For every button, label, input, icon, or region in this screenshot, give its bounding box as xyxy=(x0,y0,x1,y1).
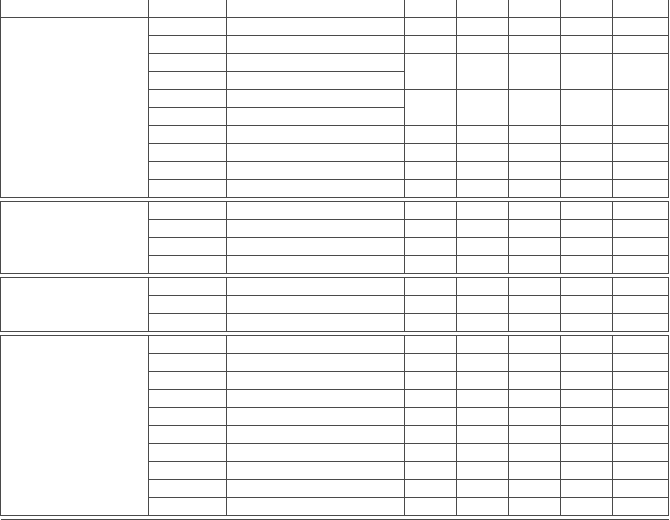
politics-score xyxy=(405,372,457,390)
politics-score xyxy=(405,238,457,256)
politics-score xyxy=(405,220,457,238)
total-score xyxy=(613,54,669,90)
group-separator xyxy=(1,516,669,520)
subject-1-score xyxy=(509,220,561,238)
politics-score xyxy=(405,278,457,296)
politics-score xyxy=(405,0,457,18)
subject-2-score xyxy=(561,390,613,408)
major-code xyxy=(149,498,227,516)
subject-2-score xyxy=(561,480,613,498)
foreign-language-score xyxy=(457,126,509,144)
major-name xyxy=(227,354,405,372)
subject-2-score xyxy=(561,296,613,314)
subject-1-score xyxy=(509,202,561,220)
major-code xyxy=(149,462,227,480)
subject-1-score xyxy=(509,336,561,354)
subject-2-score xyxy=(561,126,613,144)
politics-score xyxy=(405,180,457,198)
major-name xyxy=(227,390,405,408)
subject-2-score xyxy=(561,314,613,332)
total-score xyxy=(613,354,669,372)
subject-2-score xyxy=(561,426,613,444)
major-name xyxy=(227,36,405,54)
foreign-language-score xyxy=(457,162,509,180)
major-name xyxy=(227,126,405,144)
total-score xyxy=(613,220,669,238)
subject-1-score xyxy=(509,238,561,256)
major-code xyxy=(149,296,227,314)
major-code xyxy=(149,408,227,426)
major-code xyxy=(149,372,227,390)
subject-1-score xyxy=(509,462,561,480)
subject-2-score xyxy=(561,220,613,238)
politics-score xyxy=(405,314,457,332)
major-code xyxy=(149,390,227,408)
total-score xyxy=(613,238,669,256)
major-code xyxy=(149,126,227,144)
college-name xyxy=(1,18,149,198)
politics-score xyxy=(405,18,457,36)
major-code xyxy=(149,18,227,36)
subject-2-score xyxy=(561,498,613,516)
total-score xyxy=(613,36,669,54)
major-name xyxy=(227,72,405,90)
foreign-language-score xyxy=(457,372,509,390)
major-code xyxy=(149,238,227,256)
major-code xyxy=(149,36,227,54)
major-name xyxy=(227,278,405,296)
foreign-language-score xyxy=(457,498,509,516)
foreign-language-score xyxy=(457,336,509,354)
major-name xyxy=(227,144,405,162)
major-code xyxy=(149,314,227,332)
subject-2-score xyxy=(561,202,613,220)
foreign-language-score xyxy=(457,18,509,36)
foreign-language-score xyxy=(457,278,509,296)
subject-2-score xyxy=(561,462,613,480)
foreign-language-score xyxy=(457,144,509,162)
politics-score xyxy=(405,480,457,498)
politics-score xyxy=(405,408,457,426)
college-name xyxy=(1,336,149,516)
major-name xyxy=(227,18,405,36)
major-code xyxy=(149,162,227,180)
politics-score xyxy=(405,444,457,462)
subject-2-score xyxy=(561,336,613,354)
total-score xyxy=(613,444,669,462)
foreign-language-score xyxy=(457,220,509,238)
total-score xyxy=(613,390,669,408)
politics-score xyxy=(405,390,457,408)
politics-score xyxy=(405,54,457,90)
subject-1-score xyxy=(509,0,561,18)
total-score xyxy=(613,480,669,498)
subject-2-score xyxy=(561,444,613,462)
total-score xyxy=(613,126,669,144)
major-code xyxy=(149,336,227,354)
subject-2-score xyxy=(561,144,613,162)
total-score xyxy=(613,426,669,444)
politics-score xyxy=(405,144,457,162)
major-name xyxy=(227,314,405,332)
major-name xyxy=(227,256,405,274)
major-code xyxy=(149,90,227,108)
foreign-language-score xyxy=(457,444,509,462)
major-name xyxy=(227,108,405,126)
total-score xyxy=(613,278,669,296)
subject-2-score xyxy=(561,18,613,36)
total-score xyxy=(613,462,669,480)
subject-1-score xyxy=(509,162,561,180)
college-name xyxy=(1,0,149,18)
major-name xyxy=(227,336,405,354)
major-name xyxy=(227,444,405,462)
subject-1-score xyxy=(509,444,561,462)
total-score xyxy=(613,162,669,180)
total-score xyxy=(613,90,669,126)
major-code xyxy=(149,202,227,220)
total-score xyxy=(613,336,669,354)
politics-score xyxy=(405,336,457,354)
subject-2-score xyxy=(561,36,613,54)
subject-2-score xyxy=(561,372,613,390)
foreign-language-score xyxy=(457,202,509,220)
foreign-language-score xyxy=(457,36,509,54)
subject-1-score xyxy=(509,498,561,516)
major-name xyxy=(227,426,405,444)
major-name xyxy=(227,220,405,238)
foreign-language-score xyxy=(457,408,509,426)
politics-score xyxy=(405,90,457,126)
foreign-language-score xyxy=(457,354,509,372)
politics-score xyxy=(405,498,457,516)
foreign-language-score xyxy=(457,256,509,274)
foreign-language-score xyxy=(457,390,509,408)
major-code xyxy=(149,480,227,498)
foreign-language-score xyxy=(457,180,509,198)
major-code xyxy=(149,180,227,198)
subject-1-score xyxy=(509,408,561,426)
subject-1-score xyxy=(509,90,561,126)
foreign-language-score xyxy=(457,480,509,498)
major-name xyxy=(227,54,405,72)
foreign-language-score xyxy=(457,54,509,90)
total-score xyxy=(613,296,669,314)
major-name xyxy=(227,90,405,108)
major-code xyxy=(149,278,227,296)
subject-2-score xyxy=(561,90,613,126)
politics-score xyxy=(405,426,457,444)
major-code xyxy=(149,354,227,372)
politics-score xyxy=(405,256,457,274)
subject-1-score xyxy=(509,18,561,36)
major-code xyxy=(149,256,227,274)
politics-score xyxy=(405,162,457,180)
table-row xyxy=(1,336,669,354)
total-score xyxy=(613,372,669,390)
politics-score xyxy=(405,354,457,372)
major-code xyxy=(149,220,227,238)
major-code xyxy=(149,0,227,18)
subject-1-score xyxy=(509,54,561,90)
subject-1-score xyxy=(509,296,561,314)
politics-score xyxy=(405,296,457,314)
major-name xyxy=(227,296,405,314)
subject-1-score xyxy=(509,278,561,296)
subject-1-score xyxy=(509,354,561,372)
politics-score xyxy=(405,202,457,220)
major-name xyxy=(227,408,405,426)
total-score xyxy=(613,408,669,426)
politics-score xyxy=(405,36,457,54)
subject-2-score xyxy=(561,180,613,198)
table-row xyxy=(1,18,669,36)
foreign-language-score xyxy=(457,238,509,256)
total-score xyxy=(613,180,669,198)
major-name xyxy=(227,498,405,516)
total-score xyxy=(613,314,669,332)
subject-1-score xyxy=(509,36,561,54)
subject-1-score xyxy=(509,372,561,390)
subject-1-score xyxy=(509,426,561,444)
foreign-language-score xyxy=(457,0,509,18)
major-code xyxy=(149,72,227,90)
subject-2-score xyxy=(561,354,613,372)
total-score xyxy=(613,18,669,36)
major-name xyxy=(227,480,405,498)
subject-1-score xyxy=(509,180,561,198)
subject-2-score xyxy=(561,256,613,274)
major-name xyxy=(227,162,405,180)
major-name xyxy=(227,180,405,198)
foreign-language-score xyxy=(457,426,509,444)
subject-1-score xyxy=(509,314,561,332)
major-name xyxy=(227,462,405,480)
major-code xyxy=(149,444,227,462)
major-name xyxy=(227,372,405,390)
subject-1-score xyxy=(509,256,561,274)
subject-2-score xyxy=(561,162,613,180)
total-score xyxy=(613,144,669,162)
politics-score xyxy=(405,462,457,480)
subject-2-score xyxy=(561,238,613,256)
major-name xyxy=(227,202,405,220)
major-code xyxy=(149,144,227,162)
major-code xyxy=(149,54,227,72)
subject-2-score xyxy=(561,54,613,90)
college-name xyxy=(1,278,149,332)
college-name xyxy=(1,202,149,274)
subject-2-score xyxy=(561,0,613,18)
foreign-language-score xyxy=(457,90,509,126)
foreign-language-score xyxy=(457,462,509,480)
major-code xyxy=(149,108,227,126)
foreign-language-score xyxy=(457,296,509,314)
total-score xyxy=(613,256,669,274)
total-score xyxy=(613,202,669,220)
subject-1-score xyxy=(509,390,561,408)
subject-1-score xyxy=(509,144,561,162)
table-row xyxy=(1,278,669,296)
major-name xyxy=(227,0,405,18)
table-row xyxy=(1,0,669,18)
total-score xyxy=(613,0,669,18)
table-body xyxy=(1,0,669,520)
total-score xyxy=(613,498,669,516)
subject-2-score xyxy=(561,408,613,426)
major-name xyxy=(227,238,405,256)
subject-1-score xyxy=(509,480,561,498)
table-row xyxy=(1,202,669,220)
foreign-language-score xyxy=(457,314,509,332)
subject-1-score xyxy=(509,126,561,144)
politics-score xyxy=(405,126,457,144)
subject-2-score xyxy=(561,278,613,296)
major-code xyxy=(149,426,227,444)
